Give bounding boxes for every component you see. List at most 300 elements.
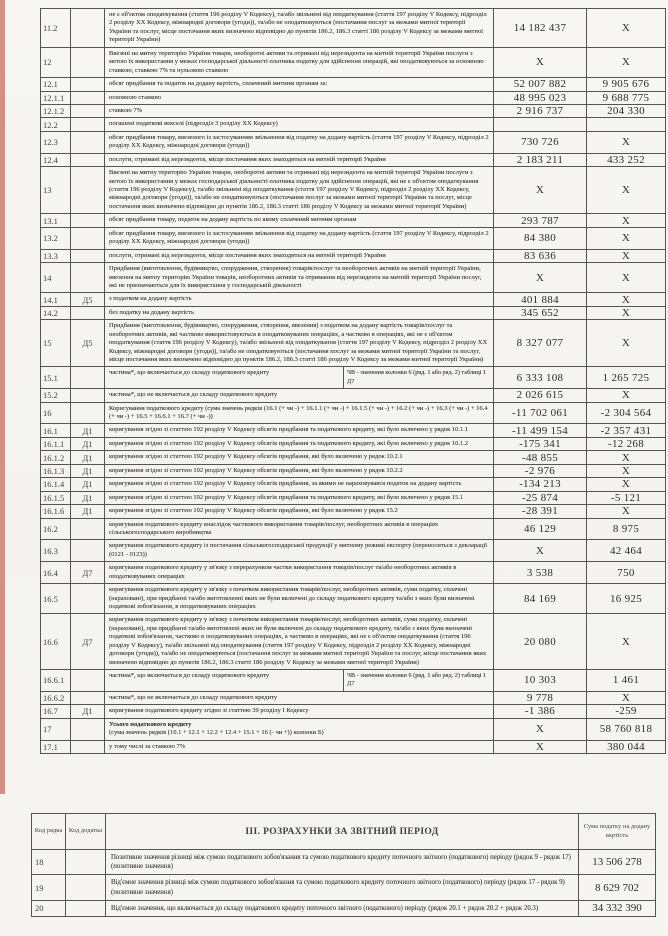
description-body: у тому числі за ставкою 7% bbox=[109, 742, 186, 750]
value-b-cell: X bbox=[587, 614, 666, 670]
value-b-cell: X bbox=[587, 306, 666, 319]
description-cell bbox=[105, 491, 494, 504]
value-a-cell: 8 327 077 bbox=[494, 320, 587, 367]
row-code-cell: 12.1.2 bbox=[41, 104, 71, 117]
appendix-code-cell bbox=[71, 518, 105, 540]
table-row bbox=[41, 131, 666, 153]
description-text bbox=[105, 438, 493, 450]
row-code-cell: 16.1.5 bbox=[41, 491, 71, 504]
table-row bbox=[41, 540, 666, 562]
row-code-cell: 16.3 bbox=[41, 540, 71, 562]
section3-title: ІІІ. РОЗРАХУНКИ ЗА ЗВІТНИЙ ПЕРІОД bbox=[106, 814, 579, 850]
value-a-cell: X bbox=[494, 718, 587, 740]
description-cell bbox=[105, 505, 494, 518]
description-text bbox=[105, 78, 493, 90]
appendix-code-cell bbox=[71, 263, 105, 293]
description-text bbox=[105, 670, 343, 691]
value-a-cell: -1 386 bbox=[494, 705, 587, 718]
value-b-cell: X bbox=[587, 263, 666, 293]
row-code-cell: 16 bbox=[41, 402, 71, 424]
row-code-cell: 20 bbox=[32, 900, 66, 916]
table-row bbox=[41, 47, 666, 77]
appendix-code-cell bbox=[71, 91, 105, 104]
appendix-code-cell bbox=[71, 718, 105, 740]
description-body: з податком на додану вартість bbox=[109, 295, 192, 303]
vat-sum-cell: 13 506 278 bbox=[579, 850, 656, 875]
appendix-code-cell: Д7 bbox=[71, 614, 105, 670]
description-body: послуги, отримані від нерезидента, місце постачання яких знаходиться на митній території України bbox=[109, 251, 386, 259]
table-row bbox=[41, 214, 666, 227]
value-a-cell bbox=[494, 118, 587, 131]
row-code-cell: 16.7 bbox=[41, 705, 71, 718]
value-a-cell: -11 499 154 bbox=[494, 424, 587, 437]
table-row bbox=[41, 227, 666, 249]
description-cell bbox=[105, 91, 494, 104]
description-body: коригування згідно зі статтею 192 розділу V Кодексу обсягів придбання та податкового кредиту, які було включено у рядок 10.1.1 bbox=[109, 426, 469, 434]
value-b-cell: 204 330 bbox=[587, 104, 666, 117]
description-cell bbox=[105, 705, 494, 718]
value-a-cell: 3 538 bbox=[494, 562, 587, 584]
description-cell bbox=[105, 9, 494, 48]
col-header-row-code: Код рядка bbox=[32, 814, 66, 850]
description-text bbox=[105, 540, 493, 561]
value-a-cell: 2 183 211 bbox=[494, 153, 587, 166]
description-text bbox=[105, 105, 493, 117]
appendix-code-cell: Д7 bbox=[71, 562, 105, 584]
value-b-cell: 380 044 bbox=[587, 740, 666, 753]
description-cell bbox=[105, 131, 494, 153]
appendix-code-cell bbox=[66, 875, 106, 900]
description-text bbox=[105, 154, 493, 166]
description-cell bbox=[105, 78, 494, 91]
table-header-row bbox=[32, 814, 656, 850]
description-text bbox=[105, 389, 493, 401]
table-row bbox=[41, 167, 666, 214]
value-a-cell: 2 916 737 bbox=[494, 104, 587, 117]
appendix-code-cell bbox=[71, 227, 105, 249]
description-text bbox=[105, 505, 493, 517]
value-a-cell: -25 874 bbox=[494, 491, 587, 504]
value-a-cell: 9 778 bbox=[494, 691, 587, 704]
description-text bbox=[105, 519, 493, 540]
row-code-cell: 12.1.1 bbox=[41, 91, 71, 104]
description-body: коригування податкового кредиту із постачання сільськогосподарської продукції у митному режимі експорту (переноситься з декларації (0121 - 0123)) bbox=[109, 542, 488, 558]
appendix-code-cell: Д1 bbox=[71, 705, 105, 718]
row-code-cell: 14 bbox=[41, 263, 71, 293]
description-body: коригування згідно зі статтею 192 розділу V Кодексу обсягів придбання, які було включено у рядок 10.2.2 bbox=[109, 466, 403, 474]
value-a-cell: 46 129 bbox=[494, 518, 587, 540]
description-cell bbox=[105, 167, 494, 214]
value-a-cell: X bbox=[494, 47, 587, 77]
description-body: частина*, що включається до складу податкового кредиту bbox=[109, 672, 270, 680]
description-body: обсяг придбання товару, ввезеного із застосуванням звільнення від податку на додану вартість (стаття 197 розділу V Кодексу, підрозділ 2 розділу XX Кодексу, міжнародні договори (угоди)) bbox=[109, 133, 489, 150]
description-cell: Позитивне значення різниці між сумою податкового зобов'язання та сумою податкового кредиту поточного звітного (податкового) періоду (рядок 9 - рядок 17) (позитивне значення) bbox=[106, 850, 579, 875]
description-text bbox=[105, 424, 493, 436]
table-row bbox=[41, 478, 666, 491]
description-body: коригування податкового кредиту у зв'язку з перерахунком частки використання товарів/послуг та/або необоротних активів в оподатковуваних операціях bbox=[109, 564, 457, 580]
appendix-code-cell: Д1 bbox=[71, 437, 105, 450]
description-cell bbox=[105, 118, 494, 131]
appendix-code-cell: Д5 bbox=[71, 320, 105, 367]
description-text bbox=[105, 263, 493, 292]
description-text bbox=[105, 465, 493, 477]
value-a-cell: 401 884 bbox=[494, 293, 587, 306]
appendix-code-cell bbox=[71, 131, 105, 153]
table-row bbox=[41, 464, 666, 477]
row-code-cell: 14.2 bbox=[41, 306, 71, 319]
description-body: коригування податкового кредиту згідно зі статтею 39 розділу I Кодексу bbox=[109, 707, 309, 715]
appendix-code-cell: Д1 bbox=[71, 424, 105, 437]
description-cell bbox=[105, 584, 494, 614]
description-body: основною ставкою bbox=[109, 93, 161, 101]
row-code-cell: 16.1.2 bbox=[41, 451, 71, 464]
value-a-cell: X bbox=[494, 167, 587, 214]
table-row bbox=[41, 505, 666, 518]
description-cell bbox=[105, 249, 494, 262]
description-cell bbox=[105, 670, 494, 692]
appendix-code-cell bbox=[71, 306, 105, 319]
description-text bbox=[105, 719, 493, 740]
description-cell bbox=[105, 464, 494, 477]
table-row bbox=[41, 584, 666, 614]
description-text bbox=[105, 584, 493, 613]
row-code-cell: 19 bbox=[32, 875, 66, 900]
table-row bbox=[41, 718, 666, 740]
description-text bbox=[105, 705, 493, 717]
description-body: коригування податкового кредиту у зв'язку з початком використання товарів/послуг, необоротних активів, суми податку, сплачені (нараховані), при придбанні та/або виготовлені яких не були включені до складу податкового кредиту, та/або з яких були визначені податкові зобов'язання, частково в оподатковуваних операціях, а частково в операціях, які не є об'єктом оподаткування (стаття 196 розділу V Кодексу), та/або звільнені від оподаткування (стаття 197 розділу V Кодексу, підрозділ 2 розділу XX Кодексу, міжнародні договори (угоди)), та/або не оподатковуються (постачання послуг за межами митної території України та послуг, місце постачання яких визначено відповідно до пунктів 186.2, 186.3 статті 186 розділу V Кодексу за межами митної території України) bbox=[109, 616, 487, 666]
description-body: без податку на додану вартість bbox=[109, 308, 194, 316]
value-b-cell: X bbox=[587, 9, 666, 48]
table-row bbox=[41, 9, 666, 48]
description-body: Придбання (виготовлення, будівництво, спорудження, створення, ввезення) з податком на додану вартість товарів/послуг та необоротних активів, які частково використовуються в оподатковуваних операціях, а частково в операціях, які не є об'єктом оподаткування (стаття 196 розділу V Кодексу), та/або звільнені від оподаткування (стаття 197 розділу V Кодексу, підрозділ 2 розділу XX Кодексу, міжнародні договори (угоди)), та/або не оподатковуються (постачання послуг за межами митної території України та послуг, місце постачання яких визначено відповідно до пунктів 186.2, 186.3 статті 186 розділу V Кодексу за межами митної території України) bbox=[109, 322, 488, 363]
appendix-code-cell bbox=[71, 367, 105, 389]
value-b-cell: 58 760 818 bbox=[587, 718, 666, 740]
description-body: коригування згідно зі статтею 192 розділу V Кодексу обсягів придбання, які було включено у рядок 15.2 bbox=[109, 507, 398, 515]
table-row bbox=[41, 91, 666, 104]
value-a-cell: 48 995 023 bbox=[494, 91, 587, 104]
description-text bbox=[105, 228, 493, 249]
description-body: коригування згідно зі статтею 192 розділу V Кодексу обсягів придбання, за якими не нараховувався податок на додану вартість bbox=[109, 480, 462, 488]
appendix-code-cell bbox=[71, 118, 105, 131]
table-row bbox=[41, 614, 666, 670]
description-cell bbox=[105, 320, 494, 367]
description-body: ставкою 7% bbox=[109, 106, 142, 114]
description-cell bbox=[105, 518, 494, 540]
scan-edge-artifact bbox=[0, 0, 5, 794]
table-row bbox=[41, 670, 666, 692]
value-b-cell: X bbox=[587, 227, 666, 249]
table-row bbox=[41, 78, 666, 91]
value-a-cell: -28 391 bbox=[494, 505, 587, 518]
row-code-cell: 16.6.1 bbox=[41, 670, 71, 692]
appendix-code-cell bbox=[66, 900, 106, 916]
value-a-cell: 730 726 bbox=[494, 131, 587, 153]
appendix-code-cell bbox=[71, 670, 105, 692]
value-b-cell: 1 265 725 bbox=[587, 367, 666, 389]
value-b-cell: 9 688 775 bbox=[587, 91, 666, 104]
value-b-cell: X bbox=[587, 505, 666, 518]
description-text bbox=[105, 492, 493, 504]
description-text bbox=[105, 293, 493, 305]
table-row bbox=[41, 263, 666, 293]
description-body: частина*, що не включається до складу податкового кредиту bbox=[109, 693, 278, 701]
value-a-cell: 84 169 bbox=[494, 584, 587, 614]
value-b-cell: X bbox=[587, 131, 666, 153]
description-cell bbox=[105, 424, 494, 437]
value-a-cell: 10 303 bbox=[494, 670, 587, 692]
row-code-cell: 17.1 bbox=[41, 740, 71, 753]
table-row bbox=[41, 437, 666, 450]
row-code-cell: 12.1 bbox=[41, 78, 71, 91]
description-body: не є об'єктом оподаткування (стаття 196 розділу V Кодексу), та/або звільнені від оподаткування (стаття 197 розділу V Кодексу, підрозділ 2 розділу XX Кодексу, міжнародні договори (угоди)), та/або не оподатковуються (постачання послуг за межами митної території України та послуг, місце постачання яких визначено відповідно до пунктів 186.2, 186.3 статті 186 розділу V Кодексу за межами митної території України) bbox=[109, 11, 487, 44]
vat-sum-cell: 34 332 390 bbox=[579, 900, 656, 916]
description-cell bbox=[105, 740, 494, 753]
table-row bbox=[41, 424, 666, 437]
description-text bbox=[105, 48, 493, 77]
description-text bbox=[105, 118, 493, 130]
appendix-code-cell bbox=[71, 540, 105, 562]
description-cell bbox=[105, 437, 494, 450]
table-row bbox=[41, 691, 666, 704]
description-cell bbox=[105, 614, 494, 670]
description-cell bbox=[105, 367, 494, 389]
table-row bbox=[41, 118, 666, 131]
value-b-cell: X bbox=[587, 249, 666, 262]
value-a-cell: -48 855 bbox=[494, 451, 587, 464]
description-cell bbox=[105, 402, 494, 424]
description-cell bbox=[105, 153, 494, 166]
description-body: (сума значень рядків (10.1 + 12.1 + 12.2 + 12.4 + 15.1 + 16 (- чи +)) колонки Б) bbox=[109, 729, 324, 737]
value-a-cell: 84 380 bbox=[494, 227, 587, 249]
value-b-cell: X bbox=[587, 389, 666, 402]
table-row bbox=[41, 705, 666, 718]
table-row bbox=[41, 249, 666, 262]
table-row bbox=[41, 562, 666, 584]
value-b-cell: 750 bbox=[587, 562, 666, 584]
appendix-code-cell: Д5 bbox=[71, 293, 105, 306]
appendix-code-cell: Д1 bbox=[71, 451, 105, 464]
description-cell bbox=[105, 47, 494, 77]
value-b-cell: X bbox=[587, 691, 666, 704]
description-text bbox=[105, 451, 493, 463]
value-a-cell: X bbox=[494, 740, 587, 753]
description-body: Ввезені на митну територію України товари, необоротні активи та отримані від нерезидента на митній території України послуги з метою їх використання у межах господарської діяльності платника податку для здійснення операцій, які оподатковуються за основною ставкою, ставкою 7% та нульовою ставкою bbox=[109, 49, 484, 74]
row-code-cell: 15 bbox=[41, 320, 71, 367]
table-row bbox=[41, 518, 666, 540]
row-code-cell: 12.3 bbox=[41, 131, 71, 153]
table-row bbox=[41, 153, 666, 166]
description-body: послуги, отримані від нерезидента, місце постачання яких знаходиться на митній території України bbox=[109, 155, 386, 163]
row-code-cell: 15.2 bbox=[41, 389, 71, 402]
table-row bbox=[32, 900, 656, 916]
row-code-cell: 13.3 bbox=[41, 249, 71, 262]
description-body: коригування податкового кредиту внаслідок часткового використання товарів/послуг, необоротних активів в операціях сільськогосподарського виробництва bbox=[109, 520, 439, 536]
value-a-cell: -11 702 061 bbox=[494, 402, 587, 424]
value-a-cell: 83 636 bbox=[494, 249, 587, 262]
description-body: обсяг придбання товару, ввезеного із застосуванням звільнення від податку на додану вартість (стаття 197 розділу V Кодексу, підрозділ 2 розділу XX Кодексу, міжнародні договори (угоди)) bbox=[109, 229, 489, 246]
row-code-cell: 16.4 bbox=[41, 562, 71, 584]
vat-credit-table bbox=[40, 8, 666, 754]
table-row bbox=[41, 740, 666, 753]
value-b-cell: X bbox=[587, 214, 666, 227]
table-row bbox=[41, 402, 666, 424]
description-text bbox=[105, 9, 493, 47]
row-code-cell: 18 bbox=[32, 850, 66, 875]
row-code-cell: 16.5 bbox=[41, 584, 71, 614]
row-code-cell: 16.1.1 bbox=[41, 437, 71, 450]
value-b-cell: X bbox=[587, 478, 666, 491]
value-b-cell: -2 357 431 bbox=[587, 424, 666, 437]
value-b-cell: -12 268 bbox=[587, 437, 666, 450]
description-body: коригування податкового кредиту у зв'язку з початком використання товарів/послуг, необоротних активів, суми податку, сплачені (нараховані), при придбанні та/або виготовленні яких не були включені до складу податкового кредиту та/або з яких були визначені податкові зобов'язання, в оподатковуваних операціях bbox=[109, 586, 475, 611]
value-a-cell: -134 213 bbox=[494, 478, 587, 491]
table-row bbox=[41, 104, 666, 117]
row-code-cell: 16.1.6 bbox=[41, 505, 71, 518]
description-text bbox=[105, 614, 493, 669]
description-cell: Від'ємне значення різниці між сумою податкового зобов'язання та сумою податкового кредиту поточного звітного (податкового) періоду (рядок 17 - рядок 9) (позитивне значення) bbox=[106, 875, 579, 900]
table-row bbox=[41, 367, 666, 389]
row-code-cell: 11.2 bbox=[41, 9, 71, 48]
row-code-cell: 16.6 bbox=[41, 614, 71, 670]
value-a-cell: -175 341 bbox=[494, 437, 587, 450]
table-row bbox=[32, 850, 656, 875]
description-body: обсяг придбання товару, податок на додану вартість по якому сплачений митним органам bbox=[109, 216, 357, 224]
row-code-cell: 13 bbox=[41, 167, 71, 214]
description-cell bbox=[105, 691, 494, 704]
appendix-code-cell bbox=[71, 740, 105, 753]
value-a-cell: 20 080 bbox=[494, 614, 587, 670]
description-text bbox=[105, 562, 493, 583]
value-b-cell: X bbox=[587, 167, 666, 214]
value-a-cell: 345 652 bbox=[494, 306, 587, 319]
value-b-cell: 16 925 bbox=[587, 584, 666, 614]
value-a-cell: -2 976 bbox=[494, 464, 587, 477]
description-body: Придбання (виготовлення, будівництво, спорудження, створення) товарів/послуг та необоротних активів на митній території України, ввезення на митну територію України товарів, необоротних активів та отримання від нерезидента на митній території України послуг, які не призначаються для їх використання у господарській діяльності bbox=[109, 265, 482, 289]
value-a-cell: 293 787 bbox=[494, 214, 587, 227]
value-b-cell: X bbox=[587, 47, 666, 77]
appendix-code-cell: Д1 bbox=[71, 491, 105, 504]
chv-note: ЧВ - значення колонки 6 (ряд. 1 або ряд. 2) таблиці 1 Д7 bbox=[343, 670, 493, 691]
table-row bbox=[41, 293, 666, 306]
description-cell bbox=[105, 306, 494, 319]
value-b-cell bbox=[587, 118, 666, 131]
appendix-code-cell bbox=[71, 691, 105, 704]
value-a-cell: X bbox=[494, 263, 587, 293]
value-a-cell: 2 026 615 bbox=[494, 389, 587, 402]
value-b-cell: -259 bbox=[587, 705, 666, 718]
description-cell bbox=[105, 562, 494, 584]
description-cell bbox=[105, 478, 494, 491]
description-body: погашені податкові векселі (підрозділ 3 розділу XX Кодексу) bbox=[109, 120, 278, 128]
description-body: коригування згідно зі статтею 192 розділу V Кодексу обсягів придбання, які було включено у рядок 10.2.1 bbox=[109, 453, 403, 461]
value-b-cell: -5 121 bbox=[587, 491, 666, 504]
row-code-cell: 16.1.3 bbox=[41, 464, 71, 477]
col-header-appendix-code: Код додатка bbox=[66, 814, 106, 850]
description-cell bbox=[105, 263, 494, 293]
appendix-code-cell: Д1 bbox=[71, 505, 105, 518]
value-a-cell: 14 182 437 bbox=[494, 9, 587, 48]
table-row bbox=[41, 451, 666, 464]
row-code-cell: 13.2 bbox=[41, 227, 71, 249]
description-text bbox=[105, 92, 493, 104]
appendix-code-cell bbox=[71, 389, 105, 402]
appendix-code-cell: Д1 bbox=[71, 478, 105, 491]
row-code-cell: 16.6.2 bbox=[41, 691, 71, 704]
description-body: коригування згідно зі статтею 192 розділу V Кодексу обсягів придбання та податкового кредиту, які було включено у рядок 10.1.2 bbox=[109, 439, 469, 447]
description-cell: Від'ємне значення, що включається до складу податкового кредиту поточного звітного (податкового) періоду (рядок 20.1 + рядок 20.2 + рядок 20.3) bbox=[106, 900, 579, 916]
value-b-cell: 1 461 bbox=[587, 670, 666, 692]
appendix-code-cell bbox=[71, 167, 105, 214]
row-code-cell: 17 bbox=[41, 718, 71, 740]
table-row bbox=[41, 320, 666, 367]
value-b-cell: X bbox=[587, 464, 666, 477]
description-body: частина*, що включається до складу податкового кредиту bbox=[109, 369, 270, 377]
appendix-code-cell bbox=[71, 104, 105, 117]
appendix-code-cell bbox=[71, 249, 105, 262]
description-text bbox=[105, 250, 493, 262]
description-text bbox=[105, 167, 493, 213]
description-cell bbox=[105, 227, 494, 249]
description-cell bbox=[105, 293, 494, 306]
value-a-cell: X bbox=[494, 540, 587, 562]
description-body: коригування згідно зі статтею 192 розділу V Кодексу обсягів придбання та податкового кредиту, які було включено у рядок 15.1 bbox=[109, 493, 464, 501]
description-text bbox=[105, 307, 493, 319]
appendix-code-cell bbox=[71, 402, 105, 424]
appendix-code-cell bbox=[71, 584, 105, 614]
vat-sum-cell: 8 629 702 bbox=[579, 875, 656, 900]
description-cell bbox=[105, 214, 494, 227]
description-bold-text: Усього податкового кредиту bbox=[109, 720, 192, 728]
description-cell bbox=[105, 718, 494, 740]
row-code-cell: 13.1 bbox=[41, 214, 71, 227]
description-body: Ввезені на митну територію України товари, необоротні активи та отримані від нерезидента на митній території України послуги з метою їх використання у межах господарської діяльності платника податку для здійснення операцій, які не є об'єктом оподаткування (стаття 196 розділу V Кодексу), та/або звільнені від оподаткування (стаття 197 розділу V Кодексу, підрозділ 2 розділу XX Кодексу, міжнародні договори (угоди)), та/або не оподатковуються (постачання послуг за межами митної території України та послуг, місце постачання яких визначено відповідно до пунктів 186.2, 186.3 статті 186 розділу V Кодексу за межами митної території України) bbox=[109, 169, 479, 210]
value-a-cell: 6 333 108 bbox=[494, 367, 587, 389]
description-text bbox=[105, 132, 493, 153]
description-cell bbox=[105, 451, 494, 464]
row-code-cell: 12 bbox=[41, 47, 71, 77]
row-code-cell: 16.2 bbox=[41, 518, 71, 540]
row-code-cell: 12.2 bbox=[41, 118, 71, 131]
row-code-cell: 16.1 bbox=[41, 424, 71, 437]
description-text bbox=[105, 320, 493, 366]
value-b-cell: 9 905 676 bbox=[587, 78, 666, 91]
row-code-cell: 14.1 bbox=[41, 293, 71, 306]
value-b-cell: 8 975 bbox=[587, 518, 666, 540]
value-b-cell: X bbox=[587, 451, 666, 464]
description-body: Коригування податкового кредиту (сума значень рядків (16.1 (+ чи -) + 16.1.1 (+ чи -) + 16.1.5 (+ чи -) + 16.2 (+ чи -) + 16.3 (+ чи -) + 16.4 (+ чи -) + 16.5 + 16.6.1 + 16.7 (+ чи -)) bbox=[109, 404, 488, 421]
chv-note: ЧВ - значення колонки 6 (ряд. 1 або ряд. 2) таблиці 1 Д7 bbox=[343, 367, 493, 388]
description-cell bbox=[105, 540, 494, 562]
appendix-code-cell: Д1 bbox=[71, 464, 105, 477]
appendix-code-cell bbox=[71, 153, 105, 166]
table-row bbox=[41, 389, 666, 402]
table-row bbox=[41, 491, 666, 504]
description-text bbox=[105, 741, 493, 753]
value-b-cell: X bbox=[587, 293, 666, 306]
value-b-cell: X bbox=[587, 320, 666, 367]
description-text bbox=[105, 403, 493, 424]
appendix-code-cell bbox=[71, 78, 105, 91]
value-a-cell: 52 007 882 bbox=[494, 78, 587, 91]
appendix-code-cell bbox=[71, 214, 105, 227]
value-b-cell: 433 252 bbox=[587, 153, 666, 166]
description-text bbox=[105, 478, 493, 490]
table-row bbox=[32, 875, 656, 900]
description-text bbox=[105, 692, 493, 704]
description-text bbox=[105, 367, 343, 388]
col-header-vat-sum: Сума податку на додану вартість bbox=[579, 814, 656, 850]
description-cell bbox=[105, 389, 494, 402]
